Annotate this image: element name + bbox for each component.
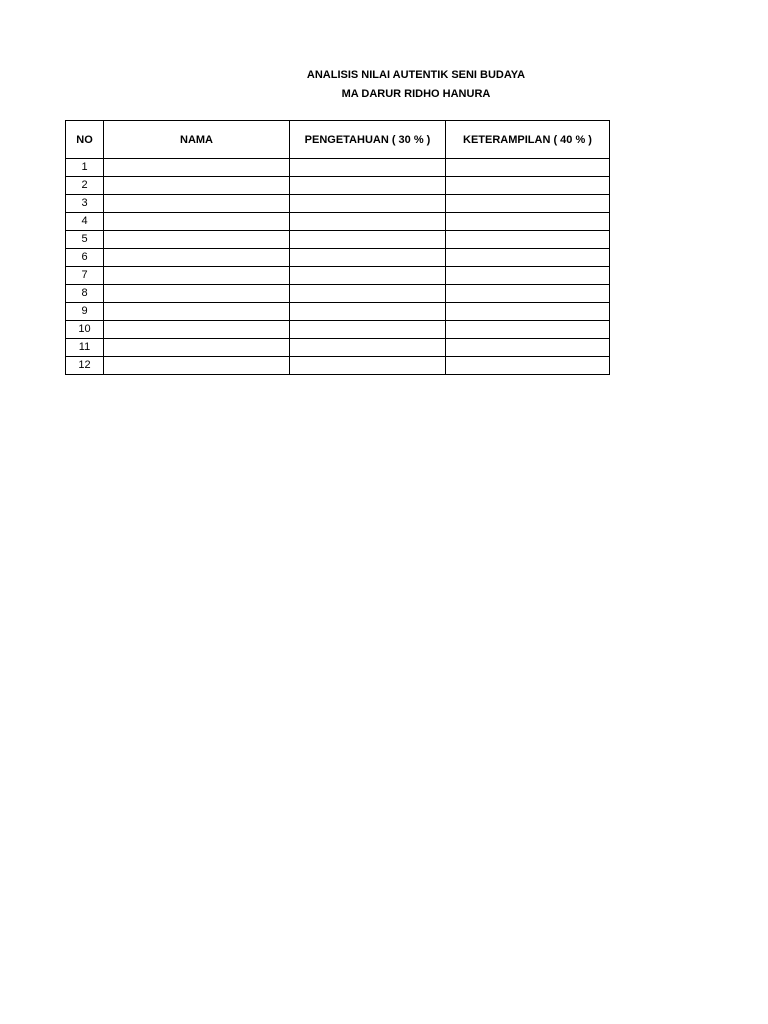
cell-no: 3 (66, 195, 104, 213)
cell-nama[interactable] (104, 231, 290, 249)
cell-no: 5 (66, 231, 104, 249)
cell-nama[interactable] (104, 357, 290, 375)
cell-no: 12 (66, 357, 104, 375)
cell-pengetahuan[interactable] (290, 357, 446, 375)
cell-no: 2 (66, 177, 104, 195)
cell-nama[interactable] (104, 195, 290, 213)
cell-no: 1 (66, 159, 104, 177)
cell-nama[interactable] (104, 249, 290, 267)
cell-nama[interactable] (104, 213, 290, 231)
table-row (66, 177, 610, 195)
cell-keterampilan[interactable] (446, 321, 610, 339)
grades-table (65, 120, 610, 375)
header-nama: NAMA (104, 121, 290, 159)
cell-keterampilan[interactable] (446, 357, 610, 375)
cell-keterampilan[interactable] (446, 249, 610, 267)
cell-no: 8 (66, 285, 104, 303)
cell-keterampilan[interactable] (446, 231, 610, 249)
cell-no: 7 (66, 267, 104, 285)
cell-keterampilan[interactable] (446, 177, 610, 195)
header-pengetahuan: PENGETAHUAN ( 30 % ) (290, 121, 446, 159)
table-row (66, 267, 610, 285)
cell-no: 11 (66, 339, 104, 357)
cell-keterampilan[interactable] (446, 267, 610, 285)
table-row (66, 303, 610, 321)
cell-no: 10 (66, 321, 104, 339)
header-row (66, 121, 610, 159)
cell-nama[interactable] (104, 285, 290, 303)
table-row (66, 339, 610, 357)
table-row (66, 231, 610, 249)
header-keterampilan: KETERAMPILAN ( 40 % ) (446, 121, 610, 159)
cell-pengetahuan[interactable] (290, 159, 446, 177)
cell-nama[interactable] (104, 159, 290, 177)
document-title: ANALISIS NILAI AUTENTIK SENI BUDAYA (306, 69, 526, 81)
cell-keterampilan[interactable] (446, 213, 610, 231)
cell-pengetahuan[interactable] (290, 303, 446, 321)
table-body (66, 159, 610, 375)
table-row (66, 159, 610, 177)
cell-keterampilan[interactable] (446, 303, 610, 321)
table-row (66, 321, 610, 339)
table-row (66, 249, 610, 267)
table-header (66, 121, 610, 159)
cell-keterampilan[interactable] (446, 285, 610, 303)
cell-nama[interactable] (104, 267, 290, 285)
cell-pengetahuan[interactable] (290, 285, 446, 303)
cell-pengetahuan[interactable] (290, 339, 446, 357)
cell-pengetahuan[interactable] (290, 249, 446, 267)
table-row (66, 285, 610, 303)
header-no: NO (66, 121, 104, 159)
table-row (66, 357, 610, 375)
cell-pengetahuan[interactable] (290, 231, 446, 249)
cell-nama[interactable] (104, 303, 290, 321)
cell-nama[interactable] (104, 177, 290, 195)
cell-keterampilan[interactable] (446, 195, 610, 213)
cell-no: 4 (66, 213, 104, 231)
cell-pengetahuan[interactable] (290, 321, 446, 339)
cell-no: 6 (66, 249, 104, 267)
document-header (216, 66, 616, 104)
cell-pengetahuan[interactable] (290, 195, 446, 213)
cell-nama[interactable] (104, 321, 290, 339)
cell-keterampilan[interactable] (446, 339, 610, 357)
table-row (66, 195, 610, 213)
cell-pengetahuan[interactable] (290, 267, 446, 285)
table-row (66, 213, 610, 231)
cell-nama[interactable] (104, 339, 290, 357)
cell-no: 9 (66, 303, 104, 321)
cell-pengetahuan[interactable] (290, 177, 446, 195)
school-name: MA DARUR RIDHO HANURA (341, 88, 491, 100)
cell-pengetahuan[interactable] (290, 213, 446, 231)
cell-keterampilan[interactable] (446, 159, 610, 177)
